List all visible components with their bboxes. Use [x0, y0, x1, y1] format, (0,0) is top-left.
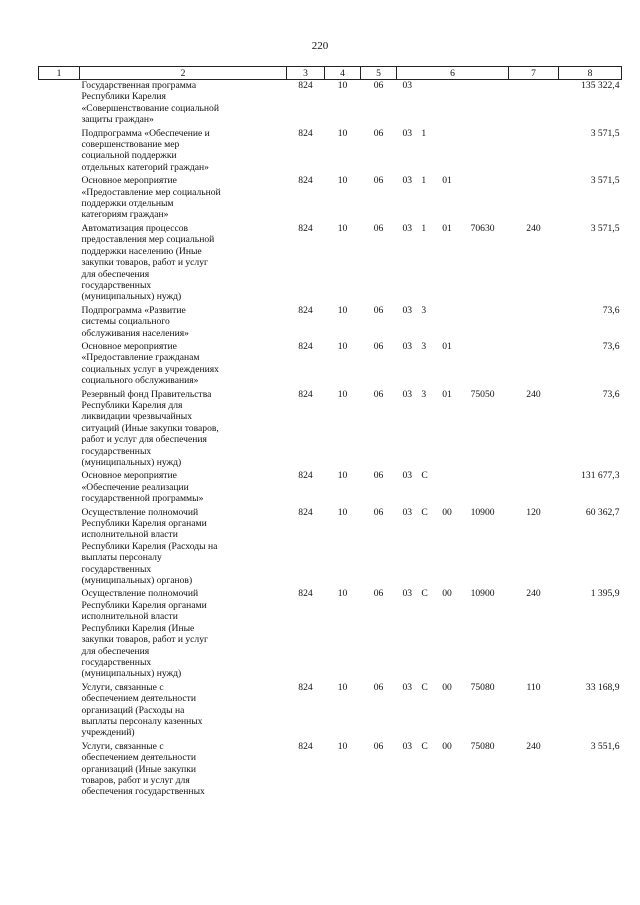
row-c4-cell: 10 [337, 340, 348, 352]
row-name-line: работ и услуг для обеспечения [81, 434, 207, 446]
row-name-line: Осуществление полномочий [81, 506, 199, 518]
row-c7-cell: 240 [526, 388, 541, 400]
target-code-part [471, 175, 507, 186]
row-target-code-cell [397, 175, 509, 223]
table-row [39, 175, 622, 223]
row-name-line: Основное мероприятие [81, 470, 177, 482]
column-header-3: 3 [287, 67, 325, 80]
target-code-part: 03 [402, 127, 413, 139]
column-header-8: 8 [559, 67, 622, 80]
target-code-part: 00 [442, 506, 452, 518]
table-row [39, 682, 622, 741]
target-code-part: 03 [402, 740, 413, 752]
target-code-part: 03 [402, 388, 413, 400]
table-row [39, 305, 622, 341]
target-code-part: 70630 [470, 222, 495, 234]
column-header-1: 1 [39, 67, 80, 80]
row-c3-cell: 824 [298, 222, 313, 234]
target-code-part: 03 [402, 681, 413, 693]
target-code-part: 1 [421, 127, 427, 139]
row-c4-cell: 10 [337, 470, 348, 482]
row-name-line: Республики Карелия (Расходы на [81, 540, 218, 552]
row-target-code-cell [397, 470, 509, 506]
row-c5-cell: 06 [373, 340, 384, 352]
target-code [399, 223, 507, 234]
row-c3-cell: 824 [298, 80, 313, 91]
target-code-part [442, 470, 470, 481]
row-name-line: (муниципальных) нужд) [81, 457, 182, 468]
row-name-line: выплаты персоналу казенных [81, 715, 203, 727]
column-header-4: 4 [325, 67, 361, 80]
row-c8-cell: 135 322,4 [581, 80, 620, 91]
row-name-line: совершенствование мер [81, 139, 180, 151]
row-name-cell [80, 128, 287, 176]
target-code-part: 75080 [470, 681, 495, 693]
target-code-part: 03 [402, 470, 413, 482]
row-c5-cell: 06 [373, 681, 384, 693]
table-row [39, 223, 622, 305]
row-target-code-cell [397, 223, 509, 305]
target-code-part: С [421, 470, 428, 482]
row-name-line: отдельных категорий граждан» [81, 161, 209, 173]
budget-table [38, 66, 622, 800]
target-code-part: 03 [402, 588, 413, 600]
row-name-line: закупки товаров, работ и услуг [81, 634, 208, 646]
row-name-line: государственных [81, 656, 152, 668]
row-c8-cell: 1 395,9 [590, 588, 620, 600]
row-name-line: «Обеспечение реализации [81, 481, 189, 493]
row-index-cell [39, 175, 80, 223]
target-code-part: 01 [442, 388, 452, 400]
row-target-code-cell [397, 389, 509, 471]
row-name-line: Республики Карелия для [81, 399, 183, 411]
row-index-cell [39, 305, 80, 341]
table-row [39, 507, 622, 589]
target-code [399, 507, 507, 518]
row-c7-cell: 240 [526, 222, 541, 234]
row-index-cell [39, 80, 80, 128]
column-header-6: 6 [397, 67, 509, 80]
row-c5-cell: 06 [373, 506, 384, 518]
row-c8-cell: 73,6 [602, 340, 620, 352]
row-name-line: «Совершенствование социальной [81, 102, 219, 114]
row-c3-cell: 824 [298, 304, 313, 316]
target-code-part: 03 [402, 175, 413, 187]
row-name-line: государственных [81, 563, 152, 575]
row-target-code-cell [397, 80, 509, 128]
row-c5-cell: 06 [373, 175, 384, 187]
target-code-part: 03 [402, 304, 413, 316]
row-c8-cell: 33 168,9 [585, 681, 620, 693]
row-target-code-cell [397, 305, 509, 341]
target-code-part: 03 [402, 506, 413, 518]
row-name-line: ликвидации чрезвычайных [81, 411, 193, 423]
row-c5-cell: 06 [373, 80, 384, 91]
row-c4-cell: 10 [337, 388, 348, 400]
row-c5-cell: 06 [373, 588, 384, 600]
row-name-line: обеспечением деятельности [81, 693, 196, 705]
row-name-line: защиты граждан» [81, 114, 154, 126]
row-name-line: «Предоставление гражданам [81, 352, 200, 364]
row-name-line: Республики Карелия (Иные [81, 622, 195, 634]
table-row [39, 741, 622, 800]
row-c3-cell: 824 [298, 388, 313, 400]
target-code [399, 682, 507, 693]
row-name-line: государственных [81, 279, 152, 291]
row-name-line: государственной программы» [81, 493, 204, 505]
row-c7-cell [509, 341, 559, 389]
target-code [399, 80, 507, 91]
row-c7-cell [509, 128, 559, 176]
row-c8-cell: 73,6 [602, 304, 620, 316]
row-name-line: Услуги, связанные с [81, 681, 164, 693]
target-code-part: 75050 [470, 388, 495, 400]
row-index-cell [39, 741, 80, 800]
target-code-part: 00 [442, 588, 452, 600]
column-header-2: 2 [80, 67, 287, 80]
target-code [399, 470, 507, 481]
target-code-part: 75080 [470, 740, 495, 752]
row-c3-cell: 824 [298, 340, 313, 352]
row-target-code-cell [397, 507, 509, 589]
row-c3-cell: 824 [298, 127, 313, 139]
row-c7-cell: 240 [526, 588, 541, 600]
row-target-code-cell [397, 341, 509, 389]
row-name-line: Основное мероприятие [81, 340, 177, 352]
target-code-part: 3 [421, 304, 427, 316]
row-name-cell [80, 507, 287, 589]
row-name-line: обслуживания населения» [81, 327, 189, 339]
row-c7-cell: 110 [526, 681, 541, 693]
target-code-part: 1 [421, 222, 427, 234]
target-code-part [471, 305, 507, 316]
table-row [39, 389, 622, 471]
table-row [39, 341, 622, 389]
row-c4-cell: 10 [337, 222, 348, 234]
target-code-part: 10900 [470, 506, 495, 518]
target-code [399, 389, 507, 400]
row-c8-cell: 3 571,5 [590, 127, 620, 139]
row-c3-cell: 824 [298, 681, 313, 693]
row-c3-cell: 824 [298, 175, 313, 187]
row-name-cell [80, 389, 287, 471]
row-name-line: категориям граждан» [81, 209, 169, 221]
row-name-line: «Предоставление мер социальной [81, 186, 221, 198]
header-row [39, 67, 622, 80]
row-name-line: Услуги, связанные с [81, 740, 164, 752]
row-c4-cell: 10 [337, 80, 348, 91]
row-name-line: предоставления мер социальной [81, 234, 215, 246]
row-c4-cell: 10 [337, 127, 348, 139]
row-index-cell [39, 389, 80, 471]
table-body [39, 80, 622, 800]
target-code-part [442, 128, 470, 139]
row-c5-cell: 06 [373, 470, 384, 482]
target-code [399, 588, 507, 599]
row-name-line: выплаты персоналу [81, 552, 162, 564]
row-name-cell [80, 80, 287, 128]
row-name-line: (муниципальных) органов) [81, 575, 193, 587]
target-code-part [471, 470, 507, 481]
target-code-part [442, 80, 470, 91]
row-c3-cell: 824 [298, 506, 313, 518]
row-name-line: Государственная программа [81, 80, 197, 91]
target-code-part: 01 [442, 175, 452, 187]
row-name-line: для обеспечения [81, 268, 150, 280]
row-name-line: социального обслуживания» [81, 375, 199, 387]
target-code-part: С [421, 506, 428, 518]
row-name-cell [80, 682, 287, 741]
row-c7-cell [509, 175, 559, 223]
row-c5-cell: 06 [373, 304, 384, 316]
row-target-code-cell [397, 741, 509, 800]
row-name-line: организаций (Расходы на [81, 704, 185, 716]
row-name-line: Осуществление полномочий [81, 588, 199, 600]
row-name-cell [80, 588, 287, 681]
row-name-line: обеспечением деятельности [81, 752, 196, 764]
table-row [39, 588, 622, 681]
row-c5-cell: 06 [373, 127, 384, 139]
target-code-part: 03 [402, 222, 413, 234]
row-c4-cell: 10 [337, 506, 348, 518]
row-name-line: системы социального [81, 316, 170, 328]
row-index-cell [39, 682, 80, 741]
target-code-part: 1 [421, 175, 427, 187]
row-name-cell [80, 470, 287, 506]
row-target-code-cell [397, 128, 509, 176]
target-code-part [471, 128, 507, 139]
row-name-line: (муниципальных) нужд) [81, 291, 182, 303]
row-c3-cell: 824 [298, 470, 313, 482]
row-name-line: (муниципальных) нужд) [81, 668, 182, 680]
row-index-cell [39, 128, 80, 176]
row-name-cell [80, 341, 287, 389]
row-name-line: социальных услуг в учреждениях [81, 363, 219, 375]
row-name-line: Республики Карелия [81, 91, 166, 103]
row-index-cell [39, 223, 80, 305]
column-header-7: 7 [509, 67, 559, 80]
row-name-cell [80, 741, 287, 800]
target-code-part [421, 80, 442, 91]
table-row [39, 470, 622, 506]
target-code [399, 128, 507, 139]
row-name-line: обеспечения государственных [81, 786, 205, 798]
row-c8-cell: 131 677,3 [581, 470, 620, 482]
target-code-part: 00 [442, 681, 452, 693]
row-c7-cell [509, 305, 559, 341]
column-header-5: 5 [361, 67, 397, 80]
target-code-part: 10900 [470, 588, 495, 600]
row-c8-cell: 3 571,5 [590, 222, 620, 234]
row-c4-cell: 10 [337, 175, 348, 187]
row-c7-cell: 120 [526, 506, 541, 518]
target-code-part: 00 [442, 740, 452, 752]
row-c4-cell: 10 [337, 588, 348, 600]
row-name-line: учреждений) [81, 727, 135, 739]
row-name-line: Подпрограмма «Обеспечение и [81, 127, 210, 139]
row-c5-cell: 06 [373, 222, 384, 234]
row-c4-cell: 10 [337, 304, 348, 316]
target-code [399, 305, 507, 316]
row-name-line: ситуаций (Иные закупки товаров, [81, 422, 219, 434]
row-index-cell [39, 470, 80, 506]
target-code-part: С [421, 681, 428, 693]
target-code [399, 341, 507, 352]
row-name-line: поддержки отдельным [81, 198, 174, 210]
target-code-part: 01 [442, 340, 452, 352]
row-name-line: государственных [81, 445, 152, 457]
row-c3-cell: 824 [298, 740, 313, 752]
target-code-part [471, 80, 507, 91]
row-index-cell [39, 588, 80, 681]
row-name-line: поддержки населению (Иные [81, 245, 202, 257]
row-c4-cell: 10 [337, 740, 348, 752]
row-c3-cell: 824 [298, 588, 313, 600]
row-c8-cell: 73,6 [602, 388, 620, 400]
row-name-line: Автоматизация процессов [81, 222, 189, 234]
target-code-part: 03 [402, 80, 413, 91]
target-code-part: 03 [402, 340, 413, 352]
row-c5-cell: 06 [373, 388, 384, 400]
table-row [39, 128, 622, 176]
row-target-code-cell [397, 588, 509, 681]
page-number: 220 [311, 40, 329, 52]
row-name-line: Республики Карелия органами [81, 599, 207, 611]
row-name-line: социальной поддержки [81, 150, 177, 162]
row-name-line: Республики Карелия органами [81, 518, 207, 530]
row-c7-cell [509, 470, 559, 506]
row-c7-cell [509, 80, 559, 128]
target-code [399, 175, 507, 186]
row-name-line: товаров, работ и услуг для [81, 774, 190, 786]
target-code-part: С [421, 740, 428, 752]
row-name-line: исполнительной власти [81, 529, 178, 541]
row-c5-cell: 06 [373, 740, 384, 752]
row-c8-cell: 3 571,5 [590, 175, 620, 187]
row-name-line: Резервный фонд Правительства [81, 388, 212, 400]
target-code-part: С [421, 588, 428, 600]
row-name-line: Подпрограмма «Развитие [81, 304, 186, 316]
target-code-part: 3 [421, 340, 427, 352]
row-index-cell [39, 341, 80, 389]
table-row [39, 80, 622, 128]
row-name-line: организаций (Иные закупки [81, 763, 197, 775]
target-code-part [471, 341, 507, 352]
target-code-part [442, 305, 470, 316]
target-code-part: 3 [421, 388, 427, 400]
row-name-line: для обеспечения [81, 645, 150, 657]
row-name-line: Основное мероприятие [81, 175, 177, 187]
row-name-cell [80, 305, 287, 341]
row-index-cell [39, 507, 80, 589]
row-name-line: исполнительной власти [81, 611, 178, 623]
row-target-code-cell [397, 682, 509, 741]
row-name-cell [80, 175, 287, 223]
row-c8-cell: 60 362,7 [585, 506, 620, 518]
row-name-cell [80, 223, 287, 305]
target-code-part: 01 [442, 222, 452, 234]
row-c4-cell: 10 [337, 681, 348, 693]
row-c7-cell: 240 [526, 740, 541, 752]
row-c8-cell: 3 551,6 [590, 740, 620, 752]
row-name-line: закупки товаров, работ и услуг [81, 257, 208, 269]
target-code [399, 741, 507, 752]
